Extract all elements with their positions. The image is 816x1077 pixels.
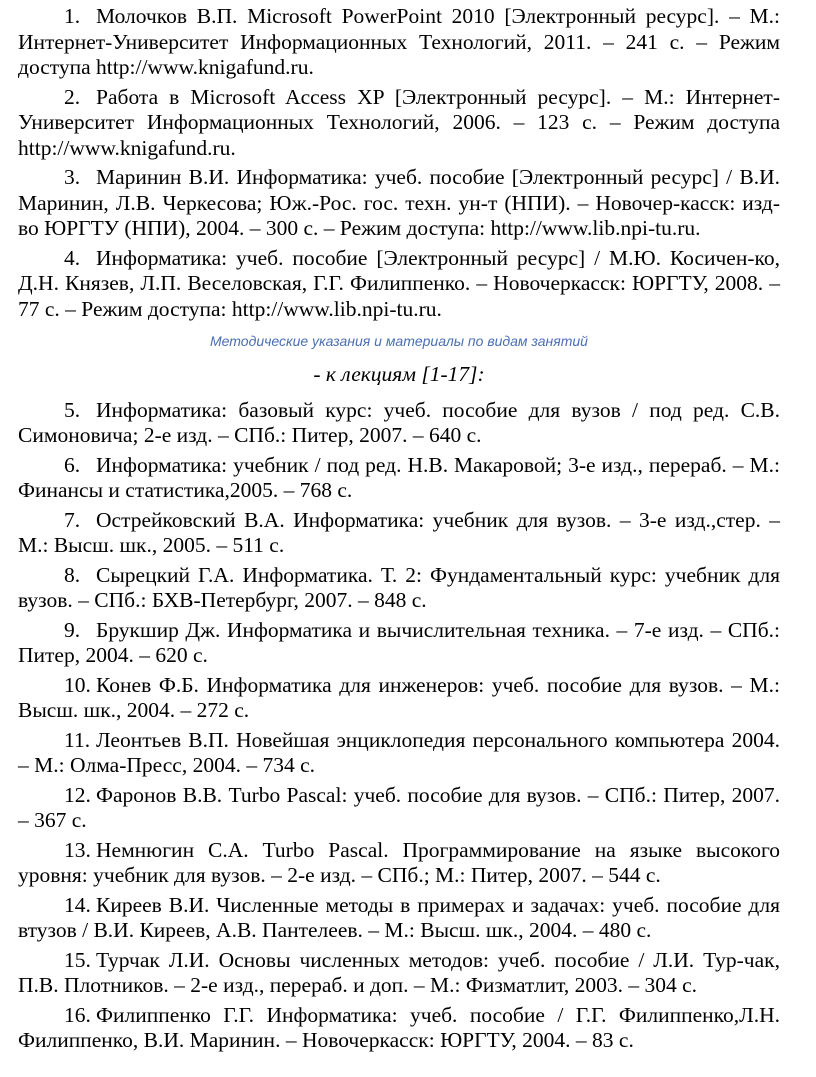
reference-text: Маринин В.И. Информатика: учеб. пособие [Электронный ресурс] / В.И. Маринин, Л.В. Черкесова; Юж.-Рос. гос. техн. ун-т (НПИ). – Новочер-касск: изд-во ЮРГТУ (НПИ), 2004. – 300 с. – Режим доступа: http://www.lib.npi-tu.ru. [18, 165, 780, 240]
reference-number: 14. [64, 892, 91, 917]
reference-number: 16. [64, 1002, 91, 1027]
reference-number: 1. [64, 4, 81, 28]
reference-number: 7. [64, 507, 81, 532]
reference-entry [18, 838, 780, 889]
reference-number: 11. [64, 727, 91, 752]
reference-text: Молочков В.П. Microsoft PowerPoint 2010 [Электронный ресурс]. – М.: Интернет-Университет Информационных Технологий, 2011. – 241 с. – Режим доступа http://www.knigafund.ru. [18, 4, 780, 79]
reference-text: Сырецкий Г.А. Информатика. Т. 2: Фундаментальный курс: учебник для вузов. – СПб.: БХВ-Петербург, 2007. – 848 с. [18, 562, 780, 612]
reference-entry [18, 246, 780, 323]
reference-text: Немнюгин С.А. Turbo Pascal. Программирование на языке высокого уровня: учебник для вузов. – 2-е изд. – СПб.; М.: Питер, 2007. – 544 с. [18, 837, 780, 887]
reference-entry [18, 673, 780, 724]
reference-number: 13. [64, 837, 91, 862]
reference-entry [18, 618, 780, 669]
reference-number: 2. [64, 84, 81, 109]
reference-entry [18, 1003, 780, 1054]
reference-entry [18, 783, 780, 834]
reference-number: 9. [64, 617, 81, 642]
reference-number: 4. [64, 245, 81, 270]
reference-entry [18, 728, 780, 779]
reference-entry [18, 563, 780, 614]
reference-text: Острейковский В.А. Информатика: учебник для вузов. – 3-е изд.,стер. – М.: Высш. шк., 2005. – 511 с. [18, 507, 780, 557]
reference-entry [18, 893, 780, 944]
reference-text: Информатика: учебник / под ред. Н.В. Макаровой; 3-е изд., перераб. – М.: Финансы и статистика,2005. – 768 с. [18, 452, 780, 502]
reference-number: 15. [64, 947, 91, 972]
reference-entry [18, 85, 780, 162]
reference-entry [18, 453, 780, 504]
reference-list-part2 [18, 398, 780, 1054]
reference-number: 12. [64, 782, 91, 807]
reference-text: Информатика: учеб. пособие [Электронный ресурс] / М.Ю. Косичен-ко, Д.Н. Князев, Л.П. Веселовская, Г.Г. Филиппенко. – Новочеркасск: ЮРГТУ, 2008. – 77 с. – Режим доступа: http://www.lib.npi-tu.ru. [18, 245, 780, 321]
reference-text: Филиппенко Г.Г. Информатика: учеб. пособие / Г.Г. Филиппенко,Л.Н. Филиппенко, В.И. Маринин. – Новочеркасск: ЮРГТУ, 2004. – 83 с. [18, 1002, 780, 1052]
reference-entry [18, 508, 780, 559]
reference-number: 3. [64, 165, 81, 189]
reference-entry [18, 398, 780, 449]
reference-number: 10. [64, 672, 91, 697]
reference-text: Турчак Л.И. Основы численных методов: учеб. пособие / Л.И. Тур-чак, П.В. Плотников. – 2-е изд., перераб. и доп. – М.: Физматлит, 2003. – 304 с. [18, 947, 780, 997]
reference-text: Леонтьев В.П. Новейшая энциклопедия персонального компьютера 2004. – М.: Олма-Пресс, 2004. – 734 с. [18, 727, 780, 777]
reference-number: 6. [64, 452, 81, 477]
reference-text: Работа в Microsoft Access XP [Электронный ресурс]. – М.: Интернет-Университет Информационных Технологий, 2006. – 123 с. – Режим доступа http://www.knigafund.ru. [18, 84, 780, 160]
reference-entry [18, 4, 780, 81]
reference-text: Фаронов В.В. Turbo Pascal: учеб. пособие для вузов. – СПб.: Питер, 2007. – 367 с. [18, 782, 780, 832]
reference-list-part1 [18, 4, 780, 322]
reference-text: Брукшир Дж. Информатика и вычислительная техника. – 7-е изд. – СПб.: Питер, 2004. – 620 с. [18, 617, 780, 667]
reference-number: 5. [64, 397, 81, 422]
reference-text: Конев Ф.Б. Информатика для инженеров: учеб. пособие для вузов. – М.: Высш. шк., 2004. – 272 с. [18, 672, 780, 722]
reference-entry [18, 948, 780, 999]
reference-text: Информатика: базовый курс: учеб. пособие для вузов / под ред. С.В. Симоновича; 2-е изд. – СПб.: Питер, 2007. – 640 с. [18, 397, 780, 447]
reference-entry [18, 165, 780, 242]
section-heading: Методические указания и материалы по видам занятий [210, 333, 588, 349]
lecture-subheading: - к лекциям [1-17]: [313, 362, 485, 386]
reference-text: Киреев В.И. Численные методы в примерах и задачах: учеб. пособие для втузов / В.И. Киреев, А.В. Пантелеев. – М.: Высш. шк., 2004. – 480 с. [18, 892, 780, 942]
reference-number: 8. [64, 562, 81, 587]
